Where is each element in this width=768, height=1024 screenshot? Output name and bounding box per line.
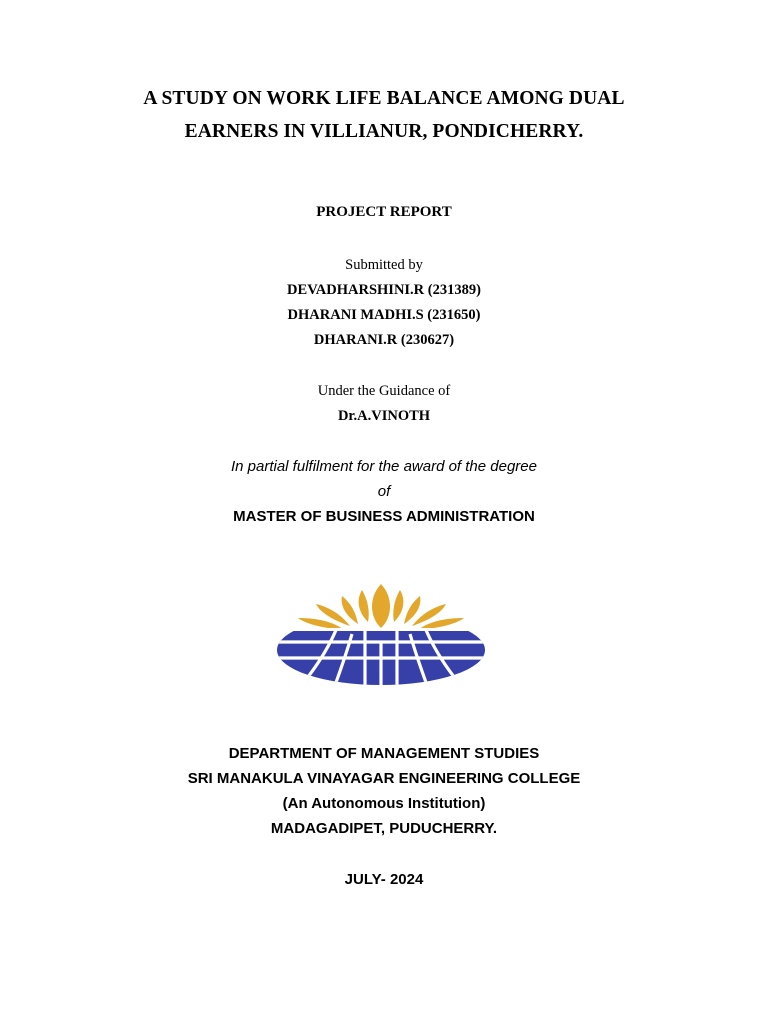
guidance-label: Under the Guidance of (317, 383, 451, 399)
college-status: (An Autonomous Institution) (282, 795, 486, 812)
student-2: DHARANI MADHI.S (231650) (287, 307, 481, 323)
college-name: SRI MANAKULA VINAYAGAR ENGINEERING COLLEGE (187, 770, 581, 787)
degree-connector: of (377, 483, 391, 500)
student-1: DEVADHARSHINI.R (231389) (287, 282, 481, 298)
guide-name: Dr.A.VINOTH (337, 408, 431, 424)
emblem-rays (298, 584, 464, 630)
submission-date: JULY- 2024 (344, 871, 424, 888)
report-title-line-1: A STUDY ON WORK LIFE BALANCE AMONG DUAL (143, 88, 625, 109)
department-name: DEPARTMENT OF MANAGEMENT STUDIES (228, 745, 540, 762)
college-emblem-icon (276, 578, 486, 688)
report-title-line-2: EARNERS IN VILLIANUR, PONDICHERRY. (184, 121, 584, 142)
student-3: DHARANI.R (230627) (313, 332, 455, 348)
college-location: MADAGADIPET, PUDUCHERRY. (270, 820, 498, 837)
emblem-base (276, 630, 486, 688)
report-type: PROJECT REPORT (316, 204, 452, 220)
submitted-by-label: Submitted by (345, 257, 423, 273)
degree-statement: In partial fulfilment for the award of the degree (230, 458, 537, 475)
degree-name: MASTER OF BUSINESS ADMINISTRATION (233, 508, 535, 525)
